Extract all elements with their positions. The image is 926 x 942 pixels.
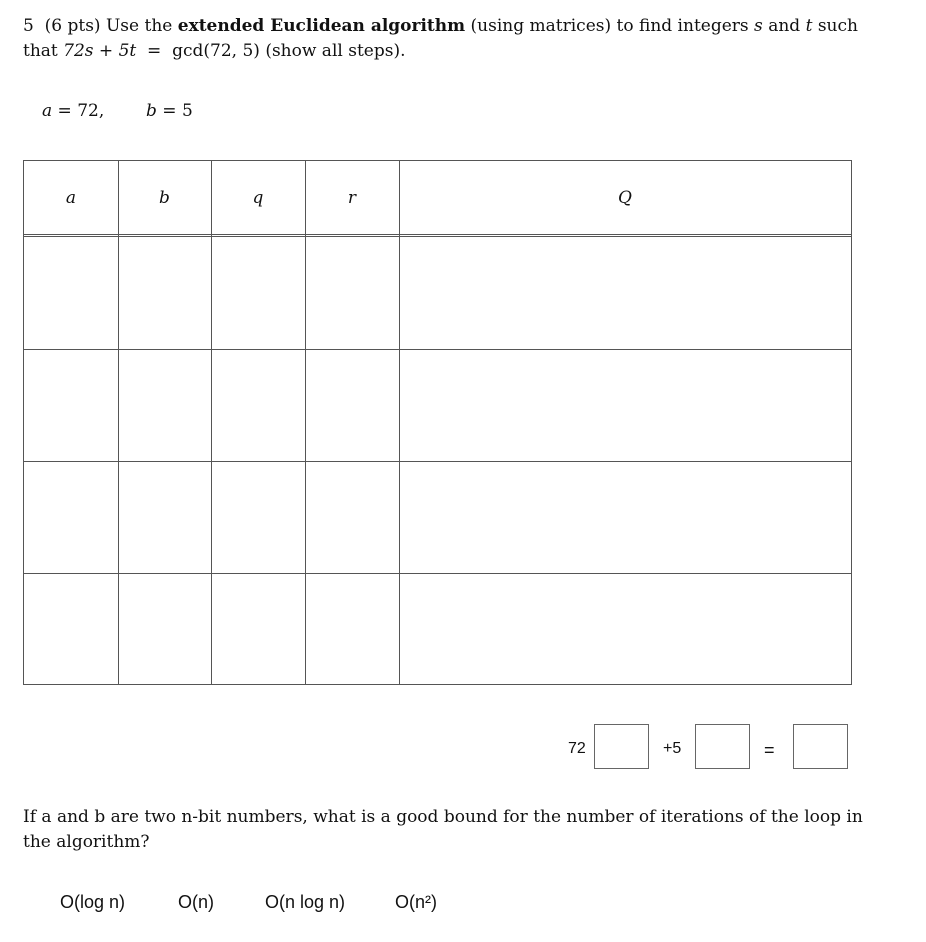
question-text (23, 14, 903, 38)
given-b-value: = 5 (162, 101, 193, 121)
euclid-table (23, 160, 852, 685)
table-row[interactable] (24, 238, 851, 349)
table-row[interactable] (24, 350, 851, 461)
answer-box-t[interactable] (695, 724, 750, 769)
question-intro: Use the (105, 16, 173, 36)
given-b-label: b (146, 101, 157, 121)
option-on[interactable]: O(n) (178, 892, 214, 912)
question-number: 5 (23, 16, 34, 36)
header-a: a (65, 188, 77, 208)
header-q: q (252, 188, 264, 208)
question-equation: 72s + 5t (63, 41, 137, 61)
table-row[interactable] (24, 574, 851, 684)
question-bold-term: extended Euclidean algorithm (177, 16, 466, 36)
question-gcd: gcd(72, 5) (172, 41, 260, 61)
result-equals: = (764, 740, 775, 760)
given-a-value: = 72, (57, 101, 105, 121)
given-b (146, 101, 193, 121)
followup-line1: If a and b are two n-bit numbers, what is a good bound for the number of iterations of the loop in (23, 807, 863, 827)
table-header (24, 161, 851, 235)
result-plus-5: +5 (663, 740, 682, 757)
question-such: such (817, 16, 858, 36)
var-s: s (754, 16, 763, 36)
option-onlogn[interactable]: O(n log n) (265, 892, 346, 912)
question-that: that (23, 41, 58, 61)
option-on2[interactable]: O(n²) (395, 892, 437, 912)
question-line2 (23, 39, 405, 63)
header-r: r (347, 188, 357, 208)
given-a-label: a (42, 101, 53, 121)
followup-line2: the algorithm? (23, 832, 150, 852)
question-show: (show all steps). (265, 41, 406, 61)
given-a (42, 101, 104, 121)
header-b: b (159, 188, 170, 208)
answer-box-gcd[interactable] (793, 724, 848, 769)
answer-box-s[interactable] (594, 724, 649, 769)
option-olog[interactable]: O(log n) (60, 892, 126, 912)
question-and: and (768, 16, 801, 36)
header-Q: Q (618, 188, 632, 208)
question-rest: (using matrices) to find integers (470, 16, 749, 36)
result-coef-72: 72 (568, 740, 586, 757)
question-points: (6 pts) (44, 16, 101, 36)
table-row[interactable] (24, 462, 851, 573)
var-t: t (805, 16, 813, 36)
question-eq-sign: = (147, 41, 162, 61)
